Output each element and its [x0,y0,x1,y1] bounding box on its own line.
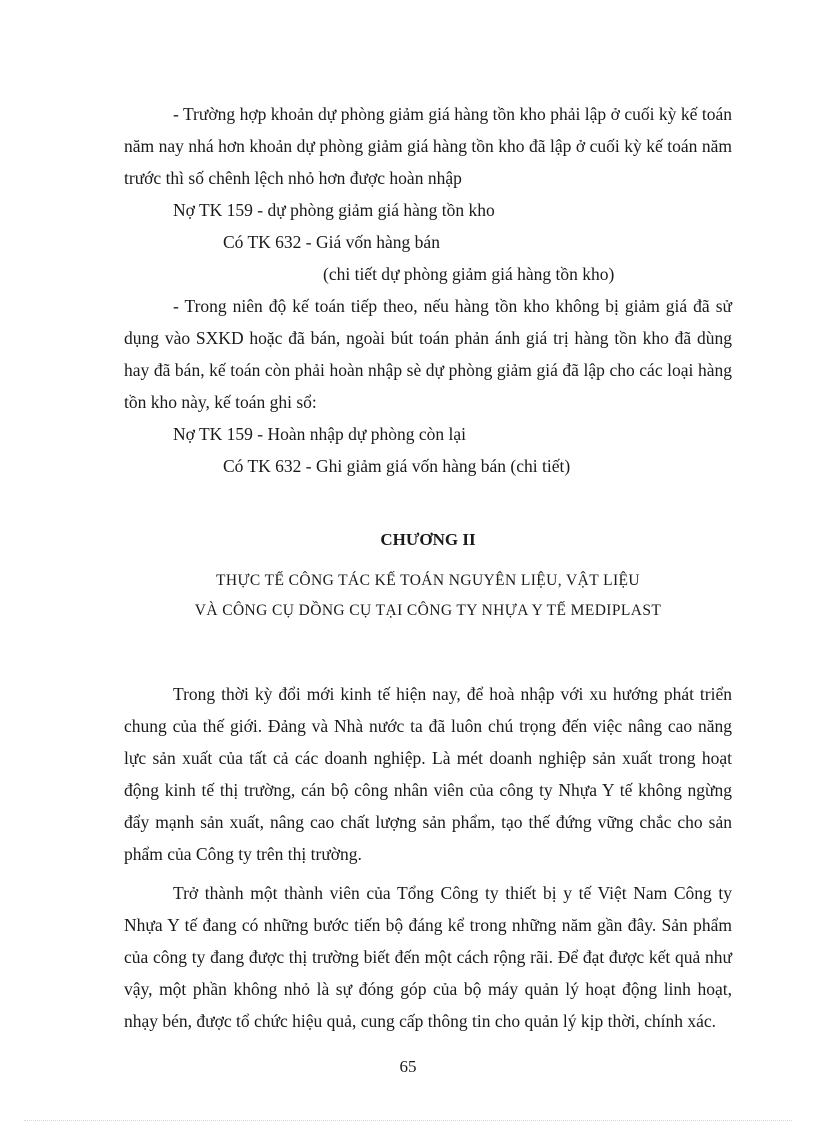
page-number: 65 [399,1057,417,1076]
journal-entry-2-credit: Có TK 632 - Ghi giảm giá vốn hàng bán (chi tiết) [223,456,571,476]
journal-entry-1-debit: Nợ TK 159 - dự phòng giảm giá hàng tồn kho [173,200,495,220]
chapter-subtitle-line-1: THỰC TẾ CÔNG TÁC KẾ TOÁN NGUYÊN LIỆU, VẬT LIỆU [216,572,640,589]
paragraph-economic-context: Trong thời kỳ đổi mới kinh tế hiện nay, để hoà nhập với xu hướng phát triển chung của thế giới. Đảng và Nhà nước ta đã luôn chú trọng đến việc nâng cao năng lực sản xuất của tất cả các doanh nghiệp. Là mét doanh nghiệp sản xuất trong hoạt động kinh tế thị trường, cán bộ công nhân viên của công ty Nhựa Y tế không ngừng đẩy mạnh sản xuất, nâng cao chất lượng sản phẩm, tạo thế đứng vững chắc cho sản phẩm của Công ty trên thị trường. [124,684,732,864]
chapter-subtitle-line-2: VÀ CÔNG CỤ DỒNG CỤ TẠI CÔNG TY NHỰA Y TẾ MEDIPLAST [194,602,662,619]
paragraph-reversal-case: - Trường hợp khoản dự phòng giảm giá hàng tồn kho phải lập ở cuối kỳ kế toán năm nay nhá hơn khoản dự phòng giảm giá hàng tồn kho đã lập ở cuối kỳ kế toán năm trước thì số chênh lệch nhỏ hơn được hoàn nhập [124,104,732,188]
journal-entry-1-note: (chi tiết dự phòng giảm giá hàng tồn kho) [323,264,615,284]
page-bottom-divider [24,1120,792,1121]
journal-entry-2-debit: Nợ TK 159 - Hoàn nhập dự phòng còn lại [173,424,467,444]
paragraph-next-period: - Trong niên độ kế toán tiếp theo, nếu hàng tồn kho không bị giảm giá đã sử dụng vào SXKD hoặc đã bán, ngoài bút toán phản ánh giá trị hàng tồn kho đã dùng hay đã bán, kế toán còn phải hoàn nhập sè dự phòng giảm giá đã lập cho các loại hàng tồn kho này, kế toán ghi sổ: [124,296,732,412]
section-inventory-provision [124,98,732,482]
paragraph-company-progress: Trở thành một thành viên của Tổng Công ty thiết bị y tế Việt Nam Công ty Nhựa Y tế đang có những bước tiến bộ đáng kể trong những năm gần đây. Sản phẩm của công ty đang được thị trường biết đến một cách rộng rãi. Để đạt được kết quả như vậy, một phần không nhỏ là sự đóng góp của bộ máy quản lý hoạt động linh hoạt, nhạy bén, được tổ chức hiệu quả, cung cấp thông tin cho quản lý kịp thời, chính xác. [124,883,732,1031]
journal-entry-1-credit: Có TK 632 - Giá vốn hàng bán [223,232,440,252]
chapter-title: CHƯƠNG II [380,530,476,549]
section-company-intro [124,678,732,1037]
chapter-heading [124,530,732,626]
